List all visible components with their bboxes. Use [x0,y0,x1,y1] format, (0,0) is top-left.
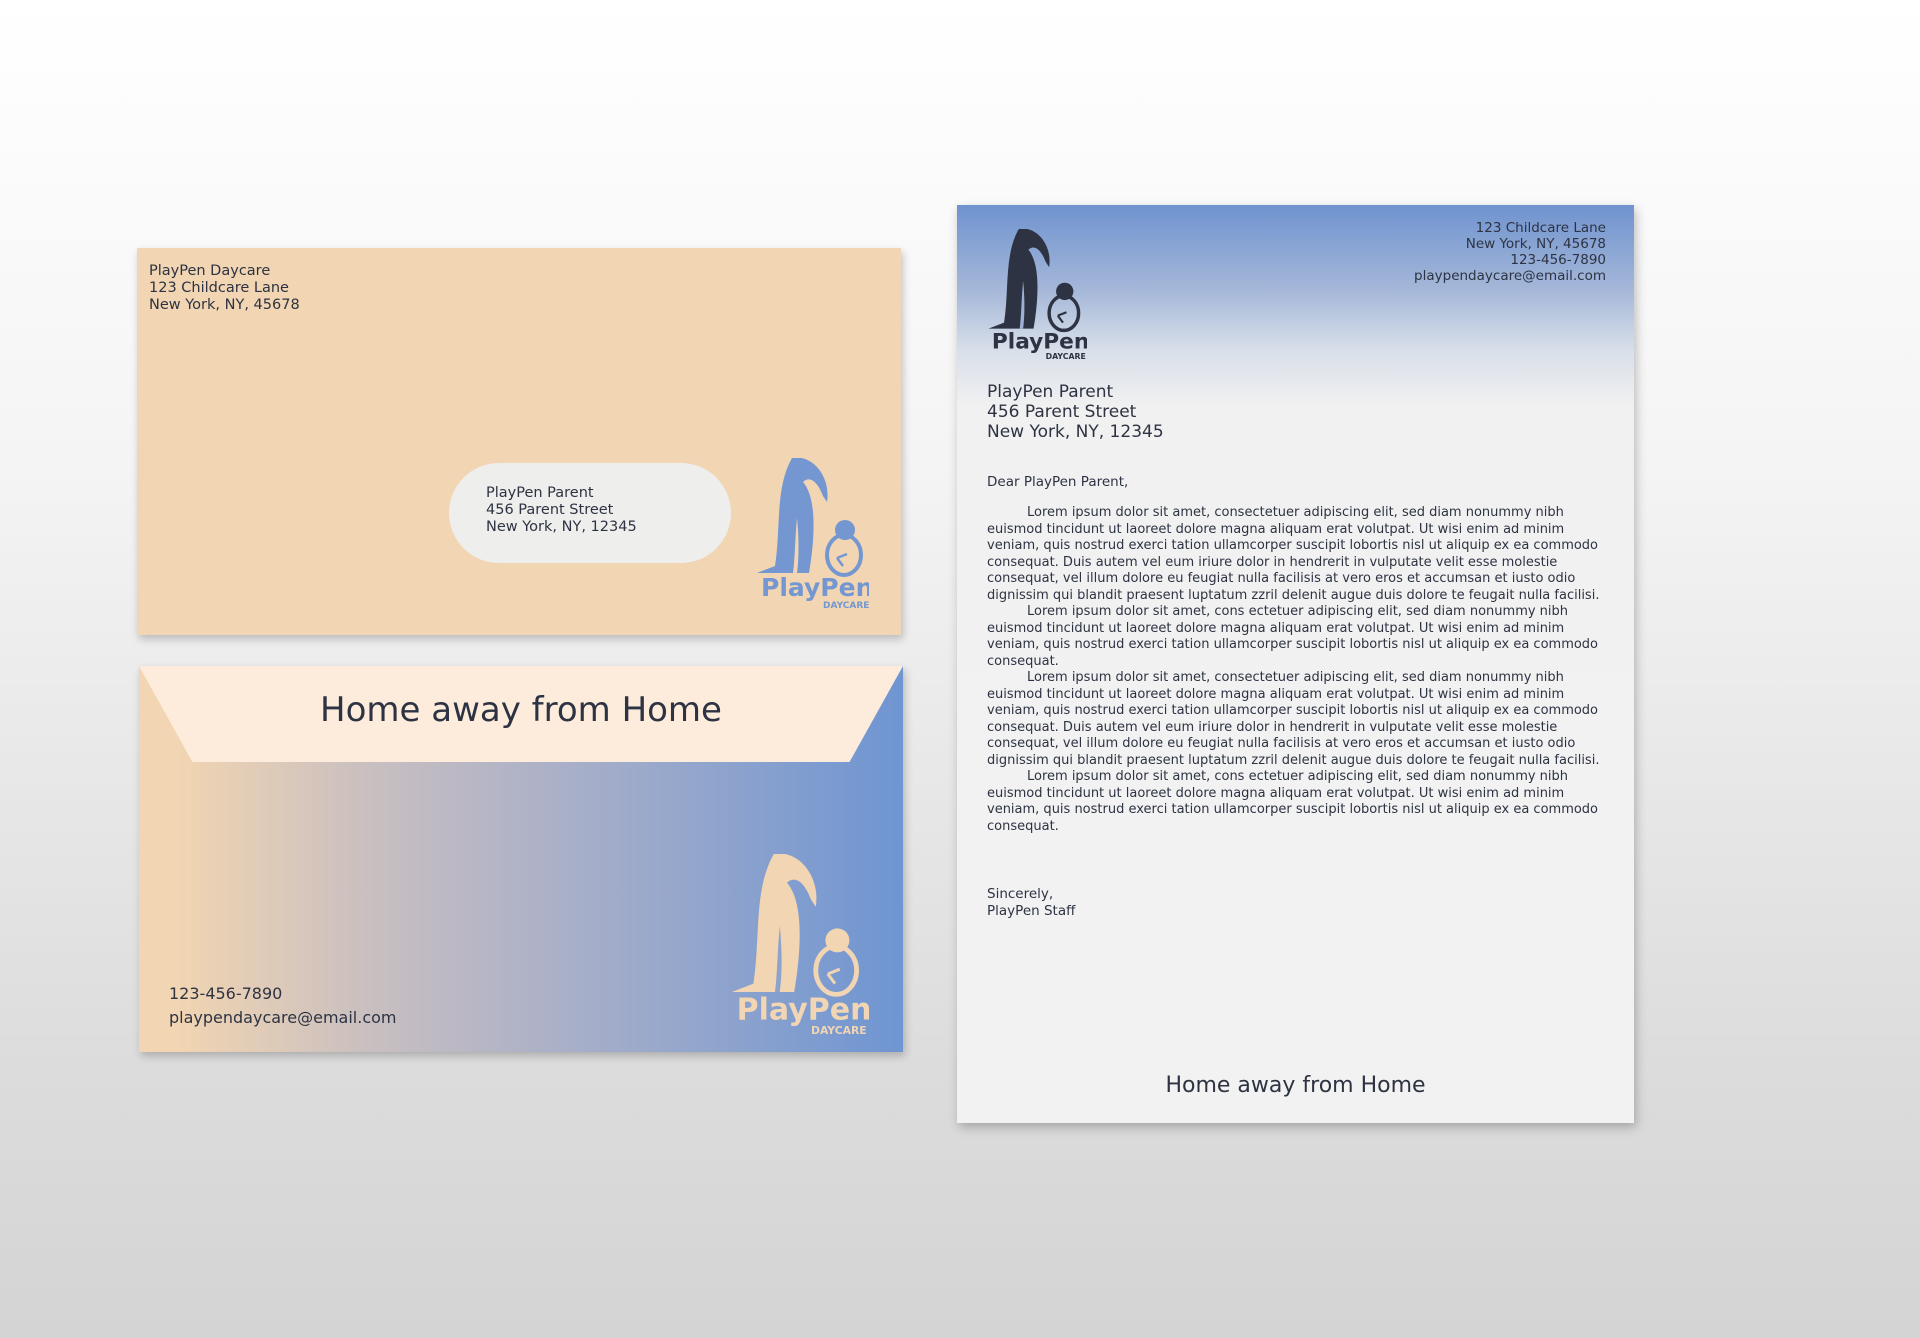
address-window [449,463,731,563]
recipient-line: New York, NY, 12345 [486,519,637,535]
sender-line: 123-456-7890 [1510,252,1606,268]
playpen-logo [757,458,869,612]
body-paragraph: Lorem ipsum dolor sit amet, cons ectetuer adipiscing elit, sed diam nonummy nibh euismod tincidunt ut laoreet dolore magna aliquam erat volutpat. Ut wisi enim ad minim veniam, quis nostrud exerci tation ullamcorper suscipit lobortis nisl ut aliquip ex ea commodo consequat. [987,604,1599,669]
recipient-address [486,485,637,536]
envelope-tagline: Home away from Home [320,690,722,730]
envelope-back [139,666,903,1052]
signature-line: PlayPen Staff [987,903,1076,919]
logo-subtext: DAYCARE [1045,352,1086,359]
logo-subtext: DAYCARE [811,1024,867,1034]
closing [987,886,1075,920]
closing-line: Sincerely, [987,886,1054,902]
return-address [149,263,300,314]
recipient-line: PlayPen Parent [486,485,594,501]
envelope-front [137,248,901,635]
envelope-phone: 123-456-7890 [169,984,283,1003]
sender-line: New York, NY, 45678 [1465,236,1606,252]
penguin-logo-icon [987,229,1087,359]
penguin-logo-icon [757,458,869,608]
sender-line: playpendaycare@email.com [1414,268,1606,284]
body-paragraph: Lorem ipsum dolor sit amet, consectetuer adipiscing elit, sed diam nonummy nibh euismod tincidunt ut laoreet dolore magna aliquam erat volutpat. Ut wisi enim ad minim veniam, quis nostrud exerci tation ullamcorper suscipit lobortis nisl ut aliquip ex ea commodo consequat. Duis autem vel eum iriure dolor in hendrerit in vulputate velit esse molestie consequat, vel illum dolore eu feugiat nulla facilisis at vero eros et accumsan et iusto odio dignissim qui blandit praesent luptatum zzril delenit augue duis dolore te feugait nulla facilisi. [987,670,1600,768]
logo-wordmark: PlayPen [761,573,869,602]
sender-line: 123 Childcare Lane [1475,220,1606,236]
sender-address [1414,220,1606,284]
logo-wordmark: PlayPen [736,992,869,1028]
envelope-email: playpendaycare@email.com [169,1008,397,1027]
letterhead [957,205,1634,1123]
recipient-address [987,382,1164,442]
penguin-logo-icon [729,854,869,1034]
recipient-line: 456 Parent Street [486,502,614,518]
letter-tagline: Home away from Home [1165,1073,1426,1098]
recipient-line: New York, NY, 12345 [987,422,1164,442]
logo-subtext: DAYCARE [823,601,869,608]
letter-body [987,505,1612,835]
return-address-line: 123 Childcare Lane [149,280,289,296]
logo-wordmark: PlayPen [991,329,1087,355]
salutation: Dear PlayPen Parent, [987,474,1129,490]
recipient-line: 456 Parent Street [987,402,1137,422]
envelope-contact [169,982,397,1030]
return-address-line: PlayPen Daycare [149,263,271,279]
playpen-logo [729,854,869,1038]
body-paragraph: Lorem ipsum dolor sit amet, cons ectetuer adipiscing elit, sed diam nonummy nibh euismod tincidunt ut laoreet dolore magna aliquam erat volutpat. Ut wisi enim ad minim veniam, quis nostrud exerci tation ullamcorper suscipit lobortis nisl ut aliquip ex ea commodo consequat. [987,769,1599,834]
playpen-logo [987,229,1087,363]
recipient-line: PlayPen Parent [987,382,1114,402]
body-paragraph: Lorem ipsum dolor sit amet, consectetuer adipiscing elit, sed diam nonummy nibh euismod tincidunt ut laoreet dolore magna aliquam erat volutpat. Ut wisi enim ad minim veniam, quis nostrud exerci tation ullamcorper suscipit lobortis nisl ut aliquip ex ea commodo consequat. Duis autem vel eum iriure dolor in hendrerit in vulputate velit esse molestie consequat, vel illum dolore eu feugiat nulla facilisis at vero eros et accumsan et iusto odio dignissim qui blandit praesent luptatum zzril delenit augue duis dolore te feugait nulla facilisi. [987,505,1600,603]
return-address-line: New York, NY, 45678 [149,297,300,313]
